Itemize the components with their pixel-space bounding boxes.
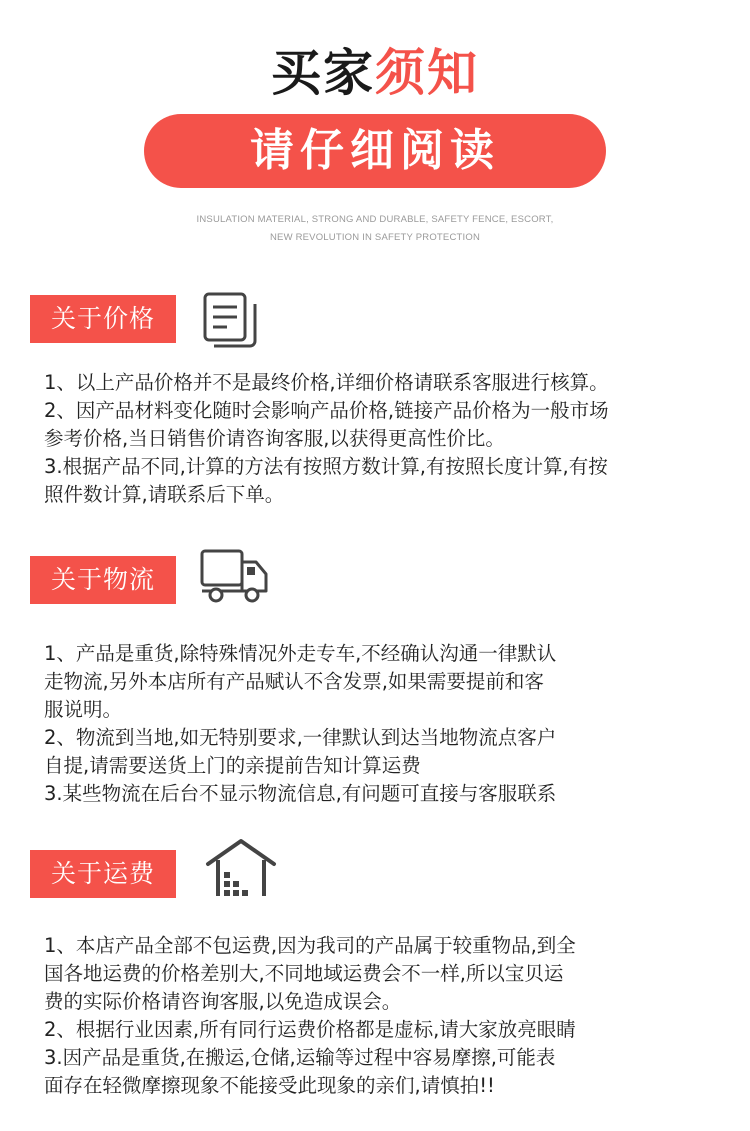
section-tag-logistics: 关于物流 — [30, 556, 176, 604]
title-part-2: 须知 — [375, 44, 479, 102]
text-line: 国各地运费的价格差别大,不同地域运费会不一样,所以宝贝运 — [44, 962, 564, 985]
text-line: 服说明。 — [44, 698, 123, 721]
house-icon — [204, 836, 278, 900]
text-line: 3.因产品是重货,在搬运,仓储,运输等过程中容易摩擦,可能表 — [44, 1046, 556, 1069]
section-text-logistics — [44, 640, 724, 808]
read-carefully-banner: 请仔细阅读 — [144, 114, 606, 188]
page-title — [0, 38, 750, 108]
title-part-1: 买家 — [271, 44, 375, 102]
text-line: 2、根据行业因素,所有同行运费价格都是虚标,请大家放亮眼睛 — [44, 1018, 576, 1041]
text-line: 3.根据产品不同,计算的方法有按照方数计算,有按照长度计算,有按 — [44, 455, 608, 478]
section-tag-freight: 关于运费 — [30, 850, 176, 898]
section-text-price — [44, 369, 724, 509]
text-line: 1、本店产品全部不包运费,因为我司的产品属于较重物品,到全 — [44, 934, 576, 957]
text-line: 2、物流到当地,如无特别要求,一律默认到达当地物流点客户 — [44, 726, 557, 749]
text-line: 参考价格,当日销售价请咨询客服,以获得更高性价比。 — [44, 427, 505, 450]
text-line: 自提,请需要送货上门的亲提前告知计算运费 — [44, 754, 421, 777]
text-line: 2、因产品材料变化随时会影响产品价格,链接产品价格为一般市场 — [44, 399, 609, 422]
subtitle-line-2: NEW REVOLUTION IN SAFETY PROTECTION — [269, 232, 481, 243]
text-line: 照件数计算,请联系后下单。 — [44, 483, 285, 506]
text-line: 走物流,另外本店所有产品赋认不含发票,如果需要提前和客 — [44, 670, 544, 693]
text-line: 面存在轻微摩擦现象不能接受此现象的亲们,请慎拍!! — [44, 1074, 495, 1097]
subtitle-line-1: INSULATION MATERIAL, STRONG AND DURABLE, SAFETY FENCE, ESCORT, — [196, 214, 554, 225]
text-line: 1、以上产品价格并不是最终价格,详细价格请联系客服进行核算。 — [44, 371, 609, 394]
section-text-freight — [44, 932, 724, 1100]
section-tag-price: 关于价格 — [30, 295, 176, 343]
text-line: 费的实际价格请咨询客服,以免造成误会。 — [44, 990, 402, 1013]
text-line: 3.某些物流在后台不显示物流信息,有问题可直接与客服联系 — [44, 782, 557, 805]
truck-icon — [198, 546, 272, 606]
document-icon — [200, 290, 260, 350]
text-line: 1、产品是重货,除特殊情况外走专车,不经确认沟通一律默认 — [44, 642, 557, 665]
